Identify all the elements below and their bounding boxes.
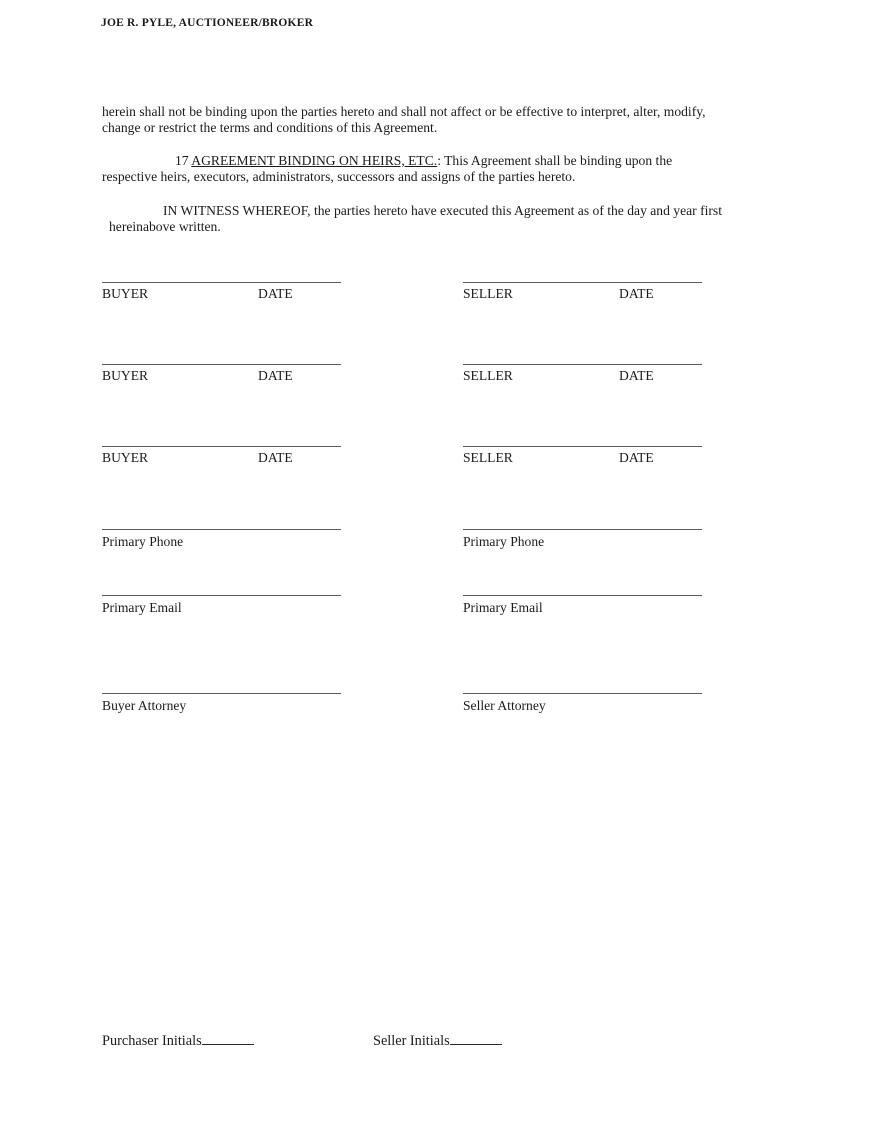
purchaser-initials	[102, 1031, 254, 1050]
buyer-signature-line	[102, 446, 341, 447]
seller-initials-blank-line	[450, 1031, 502, 1045]
paragraph-line: change or restrict the terms and conditions of this Agreement.	[102, 120, 438, 136]
seller-attorney-label: Seller Attorney	[463, 698, 546, 713]
section-text: : This Agreement shall be binding upon the	[437, 153, 673, 168]
buyer-attorney-line	[102, 693, 341, 694]
paragraph-line: herein shall not be binding upon the parties hereto and shall not affect or be effective to interpret, alter, modify,	[102, 104, 706, 119]
signature-labels	[102, 286, 341, 302]
buyer-phone-label: Primary Phone	[102, 534, 184, 549]
buyer-phone-field	[102, 529, 341, 550]
section-title-underlined: AGREEMENT BINDING ON HEIRS, ETC.	[191, 153, 438, 168]
buyer-attorney-field	[102, 693, 341, 714]
signature-row-1	[102, 282, 702, 306]
signature-labels	[463, 286, 702, 302]
buyer-signature-block	[102, 364, 341, 384]
paragraph-witness	[102, 203, 722, 236]
date-label: DATE	[258, 368, 293, 383]
buyer-phone-line	[102, 529, 341, 530]
seller-signature-line	[463, 364, 702, 365]
seller-label: SELLER	[463, 450, 513, 465]
signature-labels	[463, 368, 702, 384]
paragraph-continuation	[102, 104, 706, 137]
seller-signature-block	[463, 282, 702, 302]
primary-email-row	[102, 595, 702, 619]
signature-row-3	[102, 446, 702, 470]
date-label: DATE	[258, 450, 293, 465]
signature-row-2	[102, 364, 702, 388]
seller-signature-line	[463, 282, 702, 283]
seller-phone-field	[463, 529, 702, 550]
paragraph-line: IN WITNESS WHEREOF, the parties hereto have executed this Agreement as of the day and year first	[163, 203, 722, 218]
buyer-attorney-label: Buyer Attorney	[102, 698, 187, 713]
seller-signature-block	[463, 446, 702, 466]
signature-labels	[463, 450, 702, 466]
buyer-email-label: Primary Email	[102, 600, 182, 615]
buyer-label: BUYER	[102, 286, 149, 301]
paragraph-line: hereinabove written.	[109, 219, 221, 235]
paragraph-section-17	[102, 153, 672, 186]
seller-attorney-field	[463, 693, 702, 714]
seller-phone-line	[463, 529, 702, 530]
paragraph-line	[102, 153, 672, 169]
buyer-signature-block	[102, 446, 341, 466]
seller-initials-label: Seller Initials	[373, 1033, 450, 1049]
paragraph-line: respective heirs, executors, administrators, successors and assigns of the parties hereto.	[102, 169, 576, 185]
seller-initials	[373, 1031, 502, 1050]
date-label: DATE	[619, 450, 654, 465]
seller-email-line	[463, 595, 702, 596]
seller-signature-line	[463, 446, 702, 447]
buyer-signature-block	[102, 282, 341, 302]
seller-phone-label: Primary Phone	[463, 534, 545, 549]
seller-email-field	[463, 595, 702, 616]
date-label: DATE	[619, 286, 654, 301]
document-header: JOE R. PYLE, AUCTIONEER/BROKER	[101, 17, 314, 29]
purchaser-initials-label: Purchaser Initials	[102, 1033, 202, 1049]
buyer-signature-line	[102, 364, 341, 365]
date-label: DATE	[258, 286, 293, 301]
seller-label: SELLER	[463, 368, 513, 383]
buyer-email-field	[102, 595, 341, 616]
buyer-email-line	[102, 595, 341, 596]
date-label: DATE	[619, 368, 654, 383]
purchaser-initials-blank-line	[202, 1031, 254, 1045]
buyer-label: BUYER	[102, 450, 149, 465]
signature-labels	[102, 368, 341, 384]
buyer-label: BUYER	[102, 368, 149, 383]
primary-phone-row	[102, 529, 702, 553]
seller-email-label: Primary Email	[463, 600, 543, 615]
attorney-row	[102, 693, 702, 717]
signature-labels	[102, 450, 341, 466]
buyer-signature-line	[102, 282, 341, 283]
seller-label: SELLER	[463, 286, 513, 301]
section-number: 17	[175, 153, 192, 168]
seller-signature-block	[463, 364, 702, 384]
seller-attorney-line	[463, 693, 702, 694]
